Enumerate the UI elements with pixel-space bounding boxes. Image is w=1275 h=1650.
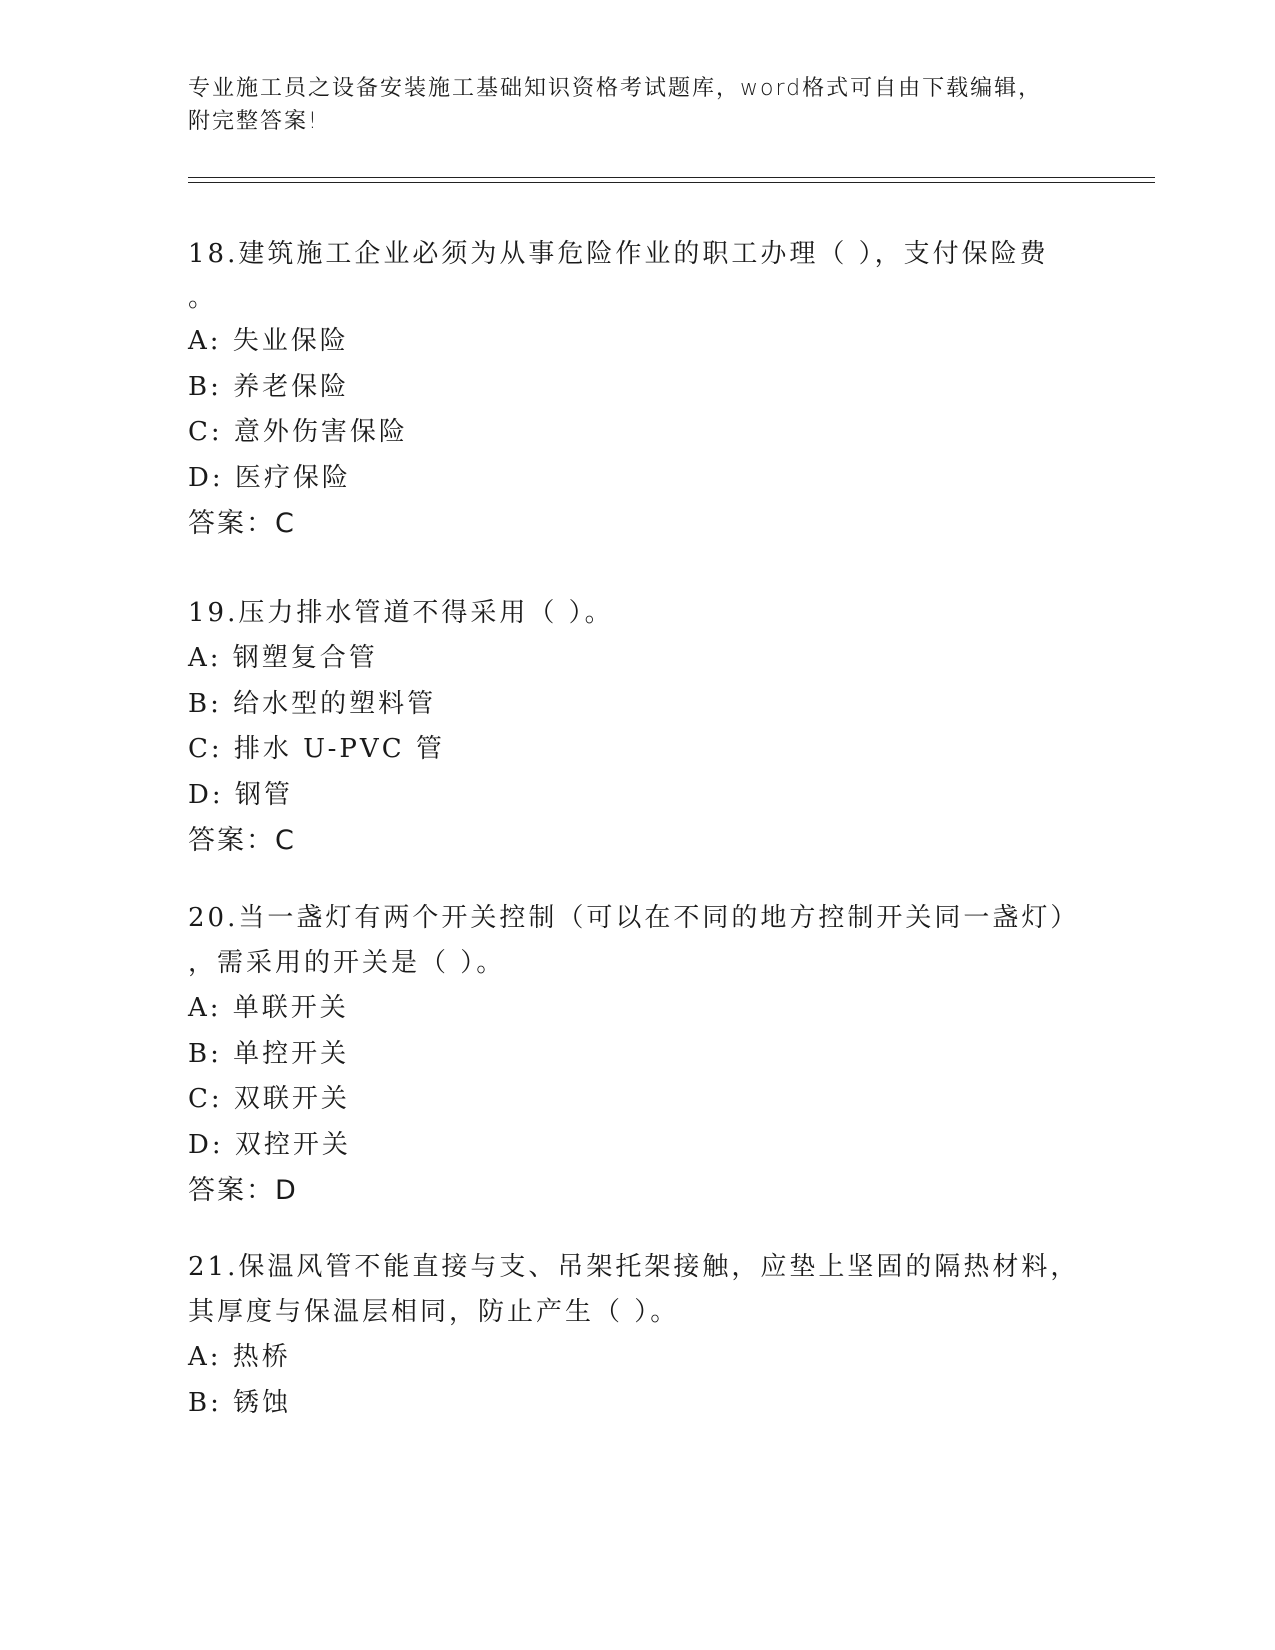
option-b: B: 单控开关 <box>188 1038 350 1069</box>
question-text: 19.压力排水管道不得采用（ ）。 <box>188 598 614 628</box>
document-header <box>188 72 1088 138</box>
question-text-continued: 其厚度与保温层相同，防止产生（ ）。 <box>188 1297 680 1327</box>
option-b: B: 养老保险 <box>188 371 350 402</box>
option-a: A: 单联开关 <box>188 993 349 1023</box>
option-d: D: 钢管 <box>188 779 293 810</box>
option-c: C: 双联开关 <box>188 1084 350 1114</box>
header-line-1: 专业施工员之设备安装施工基础知识资格考试题库，word格式可自由下载编辑， <box>188 76 1043 101</box>
header-line-2: 附完整答案! <box>188 109 319 134</box>
option-a: A: 失业保险 <box>188 326 349 356</box>
option-a: A: 热桥 <box>188 1342 291 1372</box>
question-21 <box>188 1245 1088 1426</box>
question-text-continued: ，需采用的开关是（ ）。 <box>188 948 506 978</box>
question-text: 20.当一盏灯有两个开关控制（可以在不同的地方控制开关同一盏灯） <box>188 903 1080 933</box>
question-18 <box>188 232 1088 547</box>
question-text: 18.建筑施工企业必须为从事危险作业的职工办理（ ），支付保险费 <box>188 239 1049 269</box>
answer: 答案：D <box>188 1175 298 1206</box>
answer: 答案：C <box>188 508 296 539</box>
answer: 答案：C <box>188 825 296 856</box>
option-c: C: 排水 U-PVC 管 <box>188 734 445 764</box>
question-text-continued: 。 <box>188 283 218 313</box>
option-b: B: 给水型的塑料管 <box>188 688 437 719</box>
option-d: D: 医疗保险 <box>188 462 351 493</box>
question-20 <box>188 896 1088 1214</box>
option-b: B: 锈蚀 <box>188 1387 292 1418</box>
option-c: C: 意外伤害保险 <box>188 417 408 447</box>
question-19 <box>188 591 1088 864</box>
header-divider-top <box>188 177 1155 178</box>
question-text: 21.保温风管不能直接与支、吊架托架接触，应垫上坚固的隔热材料， <box>188 1252 1080 1282</box>
option-a: A: 钢塑复合管 <box>188 643 378 673</box>
header-divider-bottom <box>188 182 1155 183</box>
option-d: D: 双控开关 <box>188 1129 351 1160</box>
